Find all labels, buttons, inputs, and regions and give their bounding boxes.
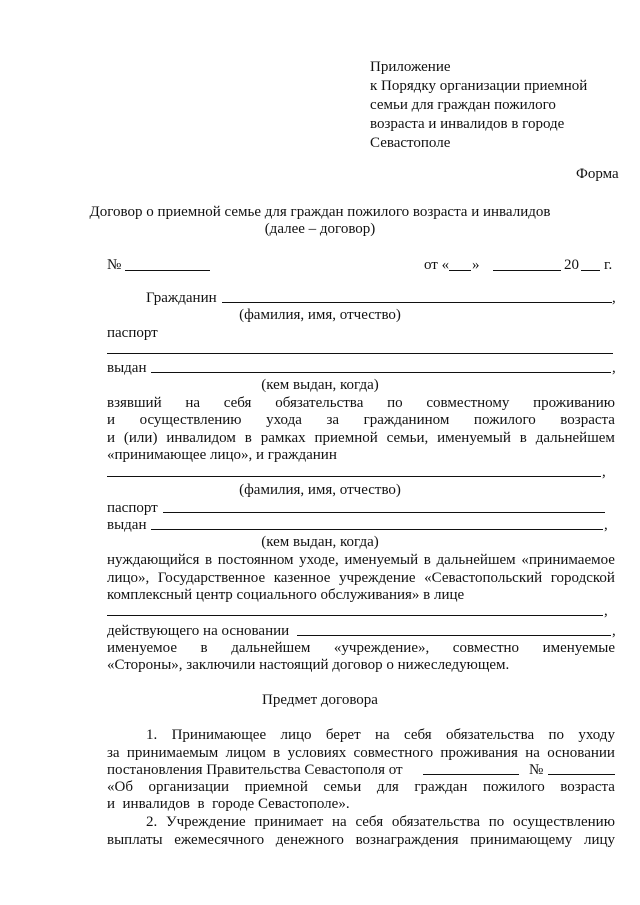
citizen1-issued-field[interactable] <box>151 372 611 373</box>
comma: , <box>612 360 616 376</box>
caption-fio: (фамилия, имя, отчество) <box>239 307 401 323</box>
paragraph1-line3: и (или) инвалидом в рамках приемной семьи, именуемый в дальнейшем <box>107 430 615 446</box>
caption-issued: (кем выдан, когда) <box>261 534 379 550</box>
date-day-field[interactable] <box>449 270 471 271</box>
date-month-field[interactable] <box>493 270 561 271</box>
comma: , <box>604 603 608 619</box>
comma: , <box>604 517 608 533</box>
paragraph1-line1: взявший на себя обязательства по совместному проживанию <box>107 395 615 411</box>
date-year-field[interactable] <box>581 270 600 271</box>
clause1-line1: 1. Принимающее лицо берет на себя обязательства по уходу <box>146 727 615 743</box>
number-field[interactable] <box>125 270 210 271</box>
comma: , <box>612 623 616 639</box>
date-prefix: от « <box>424 257 450 273</box>
comma: , <box>612 290 616 306</box>
citizen2-issued-field[interactable] <box>151 529 603 530</box>
resolution-number-sign: № <box>529 762 544 778</box>
year-suffix: г. <box>604 257 613 273</box>
appendix-line: к Порядку организации приемной <box>370 78 588 94</box>
citizen1-fio-field[interactable] <box>222 302 612 303</box>
number-sign: № <box>107 257 122 273</box>
issued-label: выдан <box>107 360 147 376</box>
clause1-line5: и инвалидов в городе Севастополе». <box>107 796 350 812</box>
appendix-line: возраста и инвалидов в городе <box>370 116 565 132</box>
paragraph2-line5: именуемое в дальнейшем «учреждение», совместно именуемые <box>107 640 615 656</box>
citizen-label: Гражданин <box>146 290 217 306</box>
paragraph2-line1: нуждающийся в постоянном уходе, именуемый в дальнейшем «принимаемое <box>107 552 615 568</box>
paragraph2-line2: лицо», Государственное казенное учреждение «Севастопольский городской <box>107 570 615 586</box>
form-label: Форма <box>576 166 619 182</box>
caption-issued: (кем выдан, когда) <box>261 377 379 393</box>
clause2-line2: выплаты ежемесячного денежного вознаграждения принимающему лицу <box>107 832 615 848</box>
resolution-date-field[interactable] <box>423 774 519 775</box>
paragraph1-line4: «принимающее лицо», и гражданин <box>107 447 337 463</box>
citizen1-passport-field[interactable] <box>107 353 613 354</box>
document-title: Договор о приемной семье для граждан пожилого возраста и инвалидов <box>89 204 551 220</box>
representative-field[interactable] <box>107 615 603 616</box>
clause1-line3: постановления Правительства Севастополя от <box>107 762 403 778</box>
acting-basis-label: действующего на основании <box>107 623 290 639</box>
section-title: Предмет договора <box>262 692 378 708</box>
paragraph1-line2: и осуществлению ухода за гражданином пожилого возраста <box>107 412 615 428</box>
appendix-line: Приложение <box>370 59 451 75</box>
document-subtitle: (далее – договор) <box>264 221 376 237</box>
clause1-line2: за принимаемым лицом в условиях совместного проживания на основании <box>107 745 615 761</box>
year-prefix: 20 <box>564 257 579 273</box>
clause1-line4: «Об организации приемной семьи для граждан пожилого возраста <box>107 779 615 795</box>
paragraph2-line6: «Стороны», заключили настоящий договор о нижеследующем. <box>107 657 510 673</box>
passport-label: паспорт <box>107 325 158 341</box>
citizen2-passport-field[interactable] <box>163 512 605 513</box>
passport-label: паспорт <box>107 500 158 516</box>
citizen2-fio-field[interactable] <box>107 476 601 477</box>
acting-basis-field[interactable] <box>297 635 611 636</box>
date-quote-close: » <box>472 257 480 273</box>
resolution-number-field[interactable] <box>548 774 615 775</box>
paragraph2-line3: комплексный центр социального обслуживания» в лице <box>107 587 465 603</box>
caption-fio: (фамилия, имя, отчество) <box>239 482 401 498</box>
clause2-line1: 2. Учреждение принимает на себя обязательства по осуществлению <box>146 814 615 830</box>
comma: , <box>602 464 606 480</box>
appendix-line: Севастополе <box>370 135 451 151</box>
issued-label: выдан <box>107 517 147 533</box>
appendix-line: семьи для граждан пожилого <box>370 97 556 113</box>
appendix-block <box>370 58 587 153</box>
